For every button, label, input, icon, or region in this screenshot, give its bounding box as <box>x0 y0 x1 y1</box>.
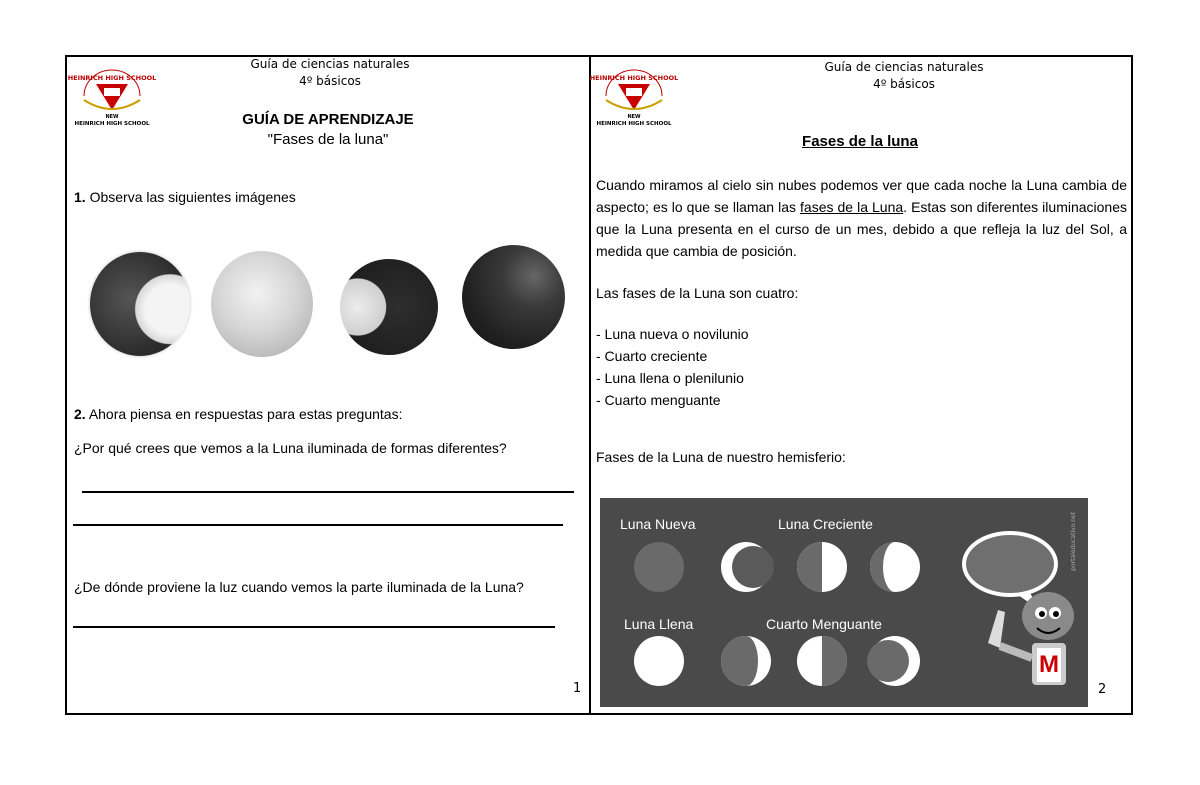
header-subject-right: Guía de ciencias naturales <box>824 60 984 74</box>
full-moon-icon <box>634 636 684 686</box>
subtitle-text: "Fases de la luna" <box>267 131 389 148</box>
pointing-hand-icon <box>988 610 1005 648</box>
header-grade-right: 4º básicos <box>873 77 935 91</box>
intro-text-2: . Estas son diferentes iluminaciones que la Luna presenta en el curso de un mes, debido a que refleja la luz del Sol, a medida que cambia de posición. <box>596 199 1128 259</box>
new-moon-icon <box>634 542 684 592</box>
page-number-2: 2 <box>1098 682 1107 697</box>
answer-line-3[interactable] <box>73 626 555 628</box>
q1-number: 1. <box>74 189 86 205</box>
phases-list <box>596 323 749 411</box>
school-logo-right <box>589 66 679 128</box>
header-subject: Guía de ciencias naturales <box>250 57 410 71</box>
label-luna-creciente: Luna Creciente <box>778 516 873 532</box>
moon-phases-panel <box>600 498 1088 707</box>
answer-line-1[interactable] <box>82 491 574 493</box>
moon-photo-new <box>462 245 565 349</box>
intro-paragraph <box>596 174 1127 262</box>
logo-arc-text-right: HEINRICH HIGH SCHOOL <box>589 74 679 82</box>
intro-text-1: Cuando miramos al cielo sin nubes podemos ver que cada noche la Luna cambia de aspecto; es lo que se llaman las <box>596 177 1127 215</box>
page-number-1: 1 <box>573 681 582 696</box>
list-item: - Cuarto menguante <box>596 392 721 408</box>
q2-text: Ahora piensa en respuestas para estas preguntas: <box>88 406 403 422</box>
list-item: - Luna nueva o novilunio <box>596 326 749 342</box>
logo-school-text-right: HEINRICH HIGH SCHOOL <box>596 121 672 127</box>
header-grade: 4º básicos <box>299 74 361 88</box>
school-logo-left <box>67 66 157 128</box>
answer-line-2[interactable] <box>73 524 563 526</box>
q1-text: Observa las siguientes imágenes <box>89 189 296 205</box>
logo-new-text-right: NEW <box>627 114 641 120</box>
label-luna-nueva: Luna Nueva <box>620 516 696 532</box>
moon-photo-waxing-gibbous <box>90 252 190 356</box>
header-left <box>220 56 440 90</box>
watermark-text: portaleducativo.net <box>1070 512 1077 571</box>
logo-school-text: HEINRICH HIGH SCHOOL <box>74 121 150 127</box>
list-item: - Cuarto creciente <box>596 348 708 364</box>
page-divider <box>589 55 591 715</box>
question-b: ¿De dónde proviene la luz cuando vemos la parte iluminada de la Luna? <box>74 579 524 595</box>
q2-number: 2. <box>74 406 86 422</box>
right-page-title: Fases de la luna <box>802 133 918 150</box>
question-2 <box>74 406 402 422</box>
moon-photo-full <box>211 251 313 357</box>
logo-arc-text: HEINRICH HIGH SCHOOL <box>67 74 157 82</box>
question-a: ¿Por qué crees que vemos a la Luna iluminada de formas diferentes? <box>74 440 507 456</box>
label-cuarto-menguante: Cuarto Menguante <box>766 616 882 632</box>
header-right <box>794 59 1014 93</box>
hemisphere-heading: Fases de la Luna de nuestro hemisferio: <box>596 449 846 465</box>
phases-link[interactable]: fases de la Luna <box>800 199 904 215</box>
page-title <box>200 110 456 150</box>
question-1 <box>74 189 296 205</box>
moon-phase-diagrams <box>600 498 1088 707</box>
phases-intro: Las fases de la Luna son cuatro: <box>596 285 799 301</box>
list-item: - Luna llena o plenilunio <box>596 370 744 386</box>
label-luna-llena: Luna Llena <box>624 616 694 632</box>
logo-new-text: NEW <box>105 114 119 120</box>
title-text: GUÍA DE APRENDIZAJE <box>242 111 414 128</box>
moon-photo-crescent <box>340 259 438 355</box>
mascot-letter: M <box>1039 651 1059 678</box>
